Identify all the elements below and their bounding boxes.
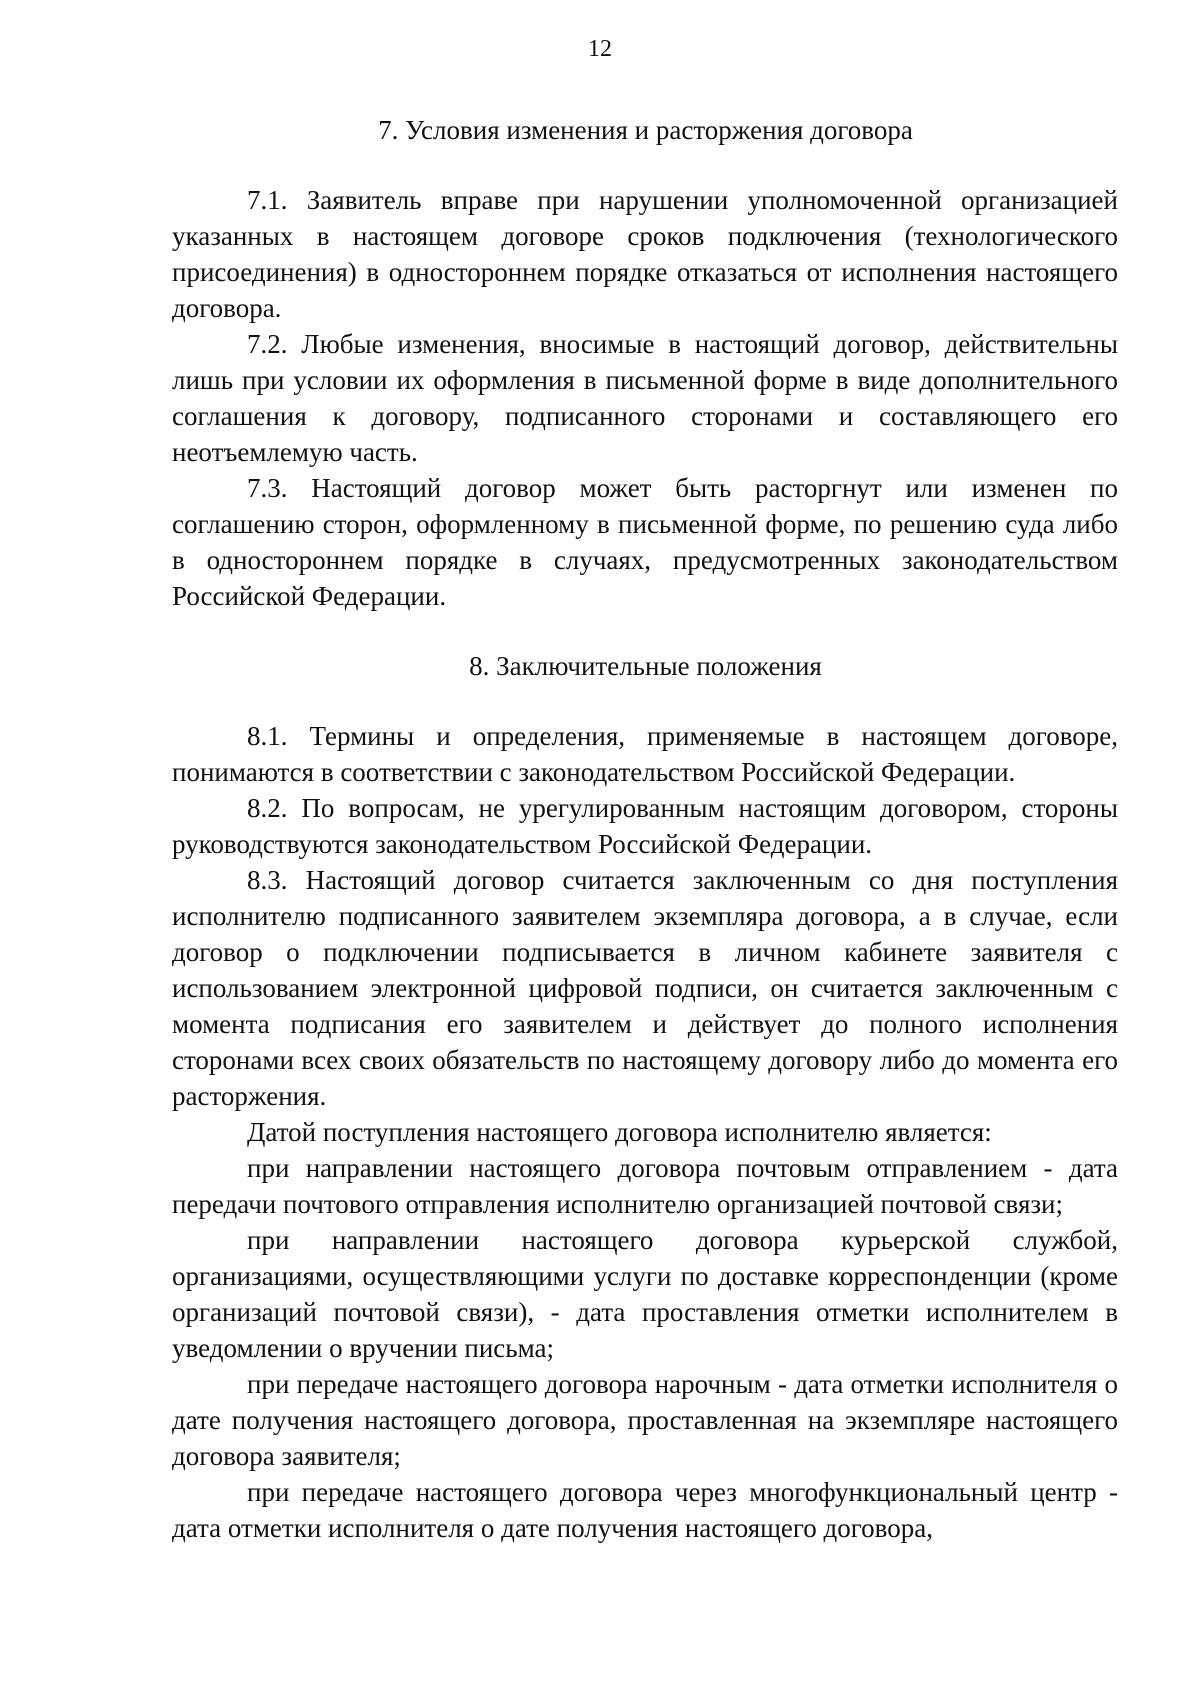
paragraph-hand-delivery: при передаче настоящего договора нарочным - дата отметки исполнителя о дате получения настоящего договора, проставленная на экземпляре настоящего договора заявителя; xyxy=(172,1369,1118,1471)
page-number: 12 xyxy=(588,36,612,62)
paragraph-postal-delivery: при направлении настоящего договора почтовым отправлением - дата передачи почтового отправления исполнителю организацией почтовой связи; xyxy=(172,1153,1118,1219)
paragraph-mfc-delivery: при передаче настоящего договора через многофункциональный центр - дата отметки исполнителя о дате получения настоящего договора, xyxy=(172,1477,1118,1543)
document-body xyxy=(172,112,1118,1546)
paragraph-7-1: 7.1. Заявитель вправе при нарушении уполномоченной организацией указанных в настоящем договоре сроков подключения (технологического присоединения) в одностороннем порядке отказаться от исполнения настоящего договора. xyxy=(172,185,1118,323)
paragraph-courier-delivery: при направлении настоящего договора курьерской службой, организациями, осуществляющими услуги по доставке корреспонденции (кроме организаций почтовой связи), - дата проставления отметки исполнителем в уведомлении о вручении письма; xyxy=(172,1225,1118,1363)
section-7-heading: 7. Условия изменения и расторжения договора xyxy=(378,115,913,145)
section-8-heading: 8. Заключительные положения xyxy=(469,651,822,681)
paragraph-8-1: 8.1. Термины и определения, применяемые в настоящем договоре, понимаются в соответствии с законодательством Российской Федерации. xyxy=(172,721,1118,787)
paragraph-receipt-date-intro: Датой поступления настоящего договора исполнителю является: xyxy=(247,1117,992,1147)
paragraph-8-3: 8.3. Настоящий договор считается заключенным со дня поступления исполнителю подписанного заявителем экземпляра договора, а в случае, если договор о подключении подписывается в личном кабинете заявителя с использованием электронной цифровой подписи, он считается заключенным с момента подписания его заявителем и действует до полного исполнения сторонами всех своих обязательств по настоящему договору либо до момента его расторжения. xyxy=(172,865,1118,1111)
paragraph-7-3: 7.3. Настоящий договор может быть расторгнут или изменен по соглашению сторон, оформленному в письменной форме, по решению суда либо в одностороннем порядке в случаях, предусмотренных законодательством Российской Федерации. xyxy=(172,473,1118,611)
paragraph-7-2: 7.2. Любые изменения, вносимые в настоящий договор, действительны лишь при условии их оформления в письменной форме в виде дополнительного соглашения к договору, подписанного сторонами и составляющего его неотъемлемую часть. xyxy=(172,329,1118,467)
paragraph-8-2: 8.2. По вопросам, не урегулированным настоящим договором, стороны руководствуются законодательством Российской Федерации. xyxy=(172,793,1118,859)
